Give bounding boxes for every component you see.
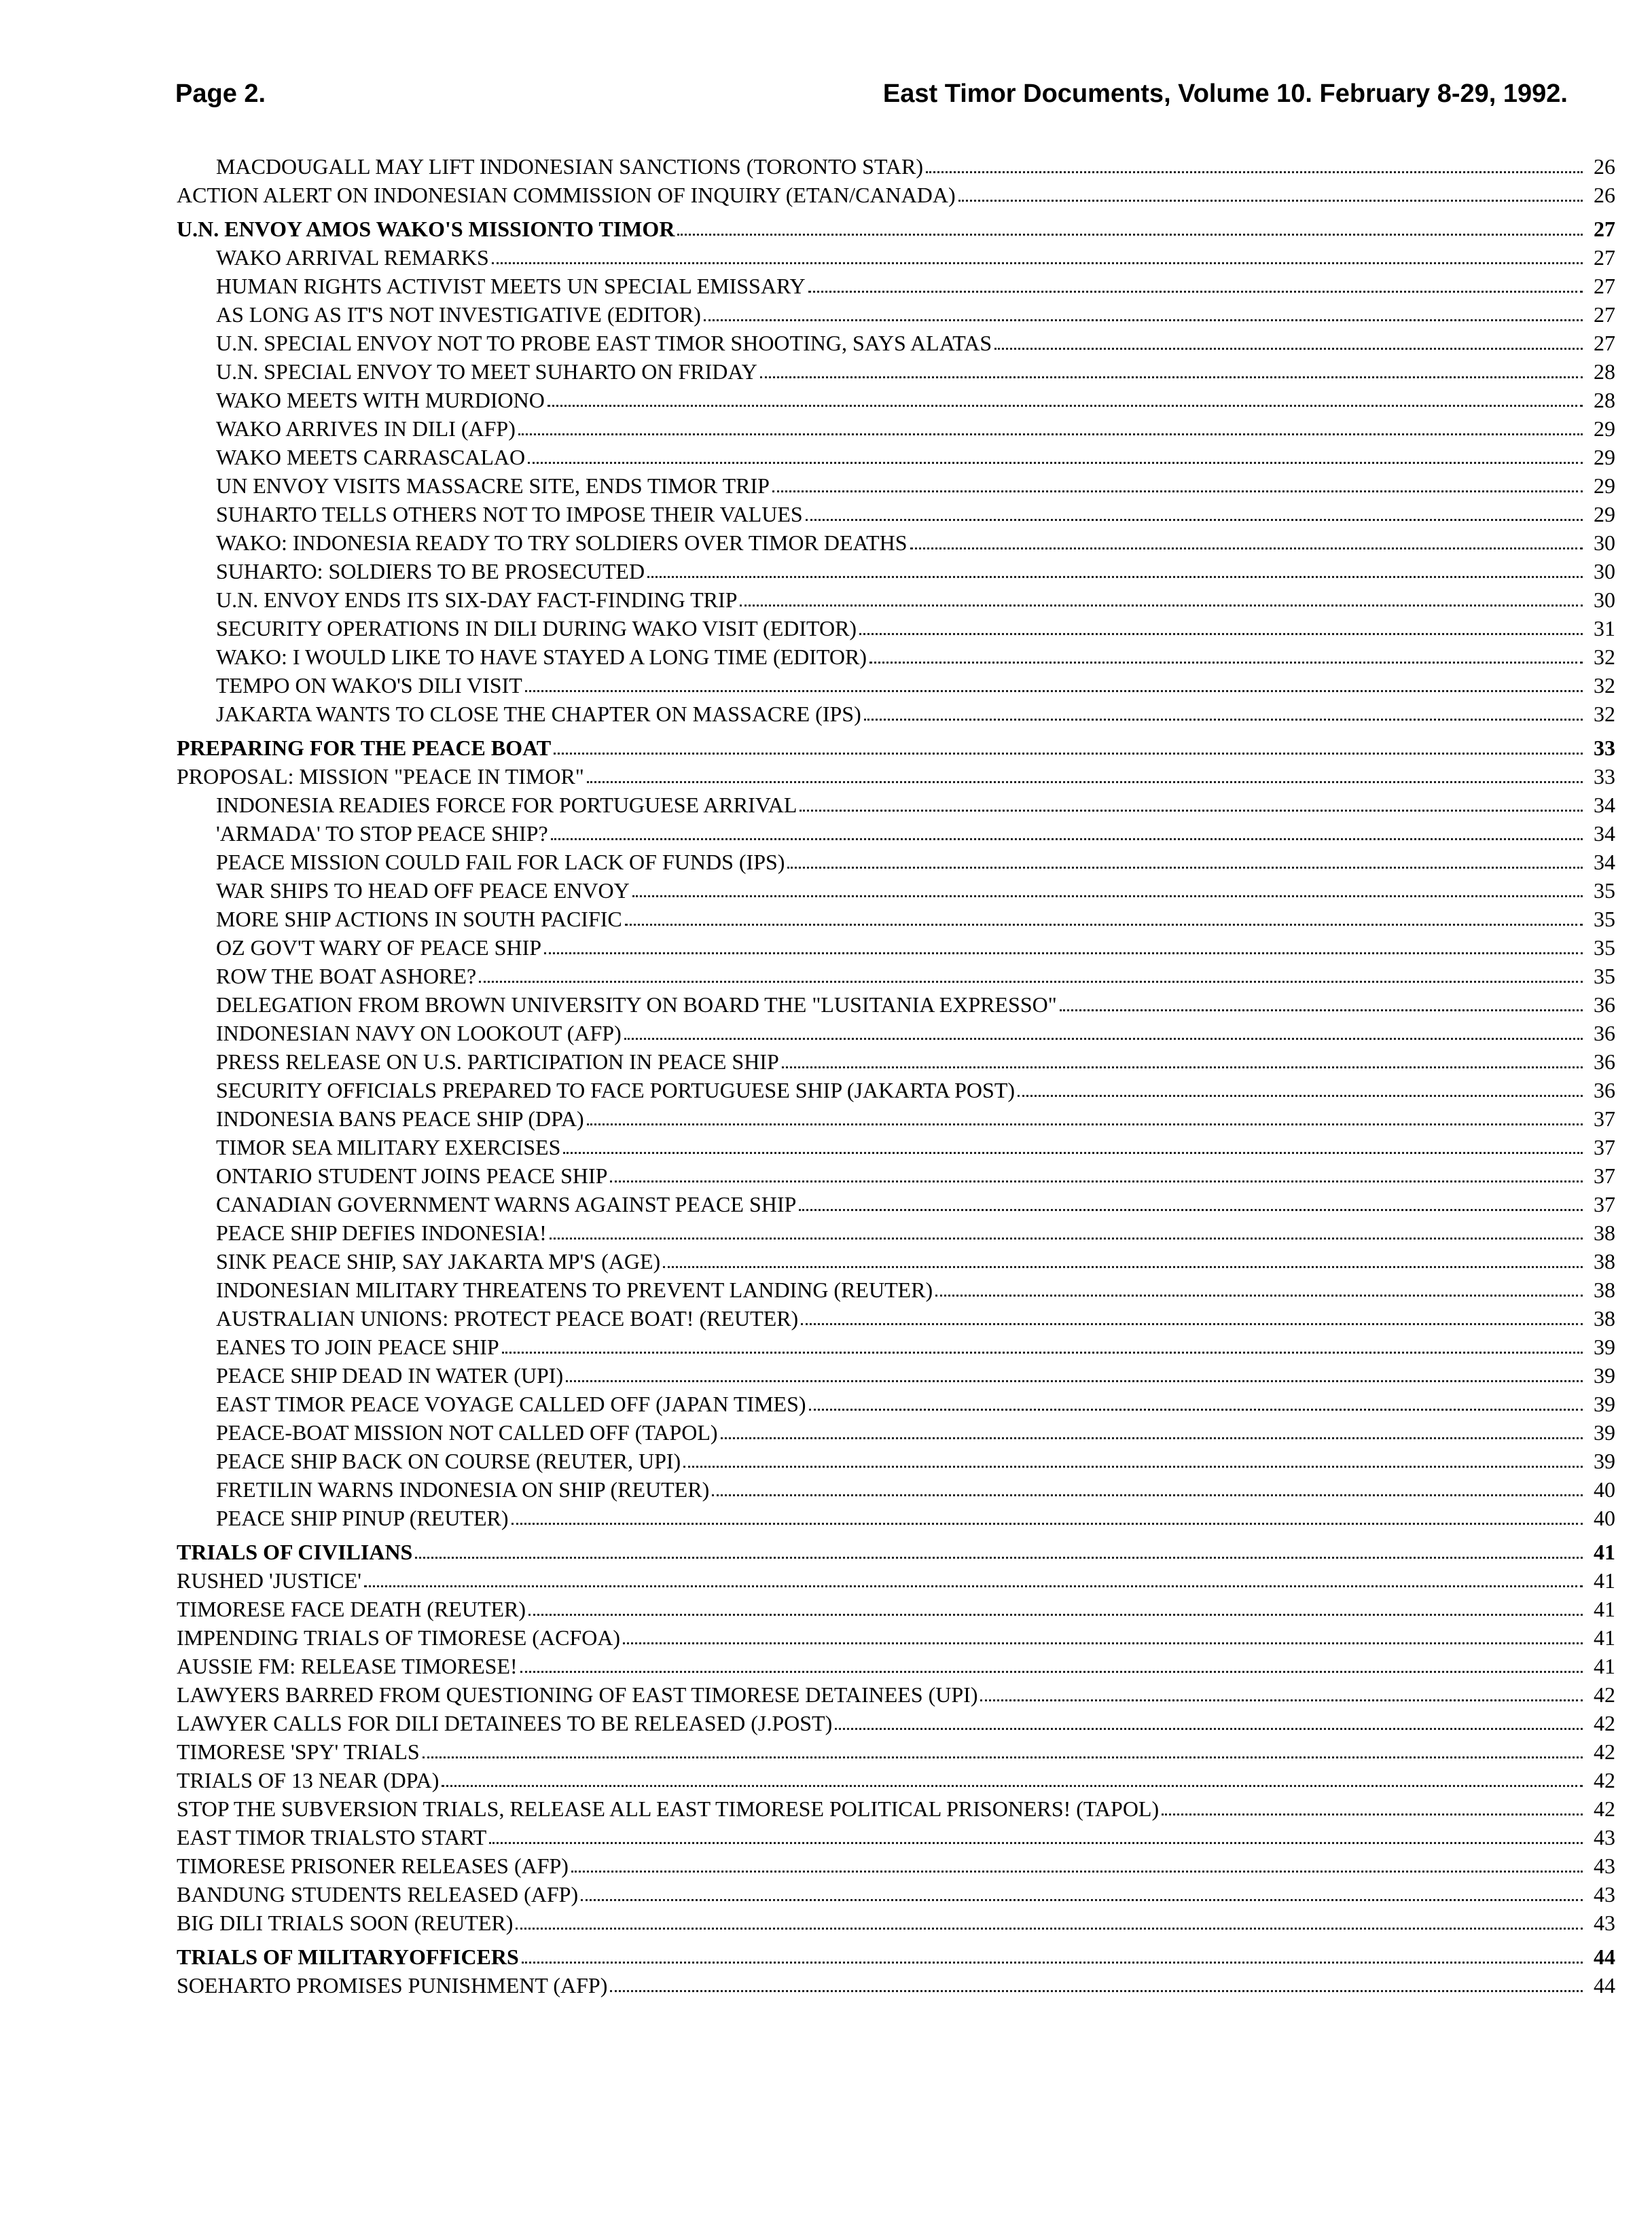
toc-entry-title: WAKO: INDONESIA READY TO TRY SOLDIERS OVER TIMOR DEATHS [216,530,908,555]
toc-entry-title: U.N. ENVOY ENDS ITS SIX-DAY FACT-FINDING TRIP [216,588,738,612]
toc-entry-title: PROPOSAL: MISSION "PEACE IN TIMOR" [177,764,584,789]
toc-entry [177,1019,1615,1047]
document-title: East Timor Documents, Volume 10. February 8-29, 1992. [882,79,1568,108]
toc-entry-title: SECURITY OPERATIONS IN DILI DURING WAKO VISIT (EDITOR) [216,616,857,640]
toc-entry [177,471,1615,500]
toc-entry-title: TRIALS OF MILITARYOFFICERS [177,1945,519,1969]
toc-entry [177,272,1615,300]
toc-page-number: 42 [1594,1682,1615,1707]
toc-page-number: 27 [1594,217,1615,241]
toc-entry [177,1504,1615,1532]
toc-page-number: 38 [1594,1221,1615,1245]
toc-entry [177,181,1615,209]
dot-leader [721,1437,1583,1439]
toc-section-heading [177,1538,1615,1566]
toc-page-number: 29 [1594,416,1615,441]
dot-leader [520,1671,1583,1673]
dot-leader [518,433,1583,435]
dot-leader [994,348,1583,350]
dot-leader [563,1152,1583,1154]
toc-entry [177,876,1615,905]
toc-entry [177,933,1615,962]
toc-entry [177,1595,1615,1623]
dot-leader [554,753,1583,755]
dot-leader [864,719,1583,721]
toc-page-number: 39 [1594,1449,1615,1473]
dot-leader [910,547,1583,549]
toc-page-number: 43 [1594,1882,1615,1907]
toc-entry [177,962,1615,990]
toc-section-heading [177,1943,1615,1971]
toc-entry [177,643,1615,671]
toc-entry [177,1076,1615,1104]
dot-leader [799,1209,1583,1211]
toc-entry-title: PEACE MISSION COULD FAIL FOR LACK OF FUNDS (IPS) [216,850,785,874]
toc-entry-title: ROW THE BOAT ASHORE? [216,964,477,988]
toc-page-number: 39 [1594,1363,1615,1388]
dot-leader [587,781,1583,783]
dot-leader [677,234,1583,236]
toc-entry-title: TRIALS OF 13 NEAR (DPA) [177,1768,439,1792]
toc-page-number: 35 [1594,935,1615,960]
toc-page-number: 28 [1594,388,1615,412]
toc-entry-title: INDONESIAN NAVY ON LOOKOUT (AFP) [216,1021,622,1045]
toc-entry [177,791,1615,819]
toc-entry-title: WAKO: I WOULD LIKE TO HAVE STAYED A LONG TIME (EDITOR) [216,645,867,669]
page-header [175,75,1568,113]
toc-entry-title: SUHARTO: SOLDIERS TO BE PROSECUTED [216,559,645,583]
dot-leader [547,405,1583,407]
dot-leader [632,895,1583,897]
toc-entry [177,700,1615,728]
toc-entry [177,1823,1615,1852]
toc-entry [177,1333,1615,1361]
toc-entry-title: MORE SHIP ACTIONS IN SOUTH PACIFIC [216,907,622,931]
toc-page-number: 38 [1594,1278,1615,1302]
dot-leader [624,1038,1583,1040]
toc-entry [177,585,1615,614]
dot-leader [423,1756,1583,1758]
toc-entry-title: IMPENDING TRIALS OF TIMORESE (ACFOA) [177,1625,621,1650]
toc-entry [177,329,1615,357]
toc-entry-title: INDONESIA BANS PEACE SHIP (DPA) [216,1106,584,1131]
toc-page-number: 41 [1594,1540,1615,1564]
toc-entry-title: WAKO ARRIVAL REMARKS [216,245,489,270]
toc-entry-title: FRETILIN WARNS INDONESIA ON SHIP (REUTER) [216,1477,710,1502]
dot-leader [528,1614,1583,1616]
toc-entry-title: DELEGATION FROM BROWN UNIVERSITY ON BOARD THE "LUSITANIA EXPRESSO" [216,992,1057,1017]
toc-entry-title: EAST TIMOR TRIALSTO START [177,1825,487,1849]
toc-entry [177,1361,1615,1390]
toc-entry-title: EANES TO JOIN PEACE SHIP [216,1335,499,1359]
toc-page-number: 44 [1594,1945,1615,1969]
toc-entry [177,557,1615,585]
toc-entry-title: PEACE SHIP BACK ON COURSE (REUTER, UPI) [216,1449,681,1473]
toc-page-number: 42 [1594,1739,1615,1764]
toc-page-number: 41 [1594,1654,1615,1678]
toc-entry-title: UN ENVOY VISITS MASSACRE SITE, ENDS TIMOR TRIP [216,473,770,498]
toc-page-number: 35 [1594,907,1615,931]
dot-leader [479,981,1583,983]
toc-entry-title: CANADIAN GOVERNMENT WARNS AGAINST PEACE SHIP [216,1192,797,1216]
toc-page-number: 41 [1594,1625,1615,1650]
toc-page-number: 39 [1594,1420,1615,1445]
toc-page-number: 27 [1594,302,1615,327]
dot-leader [442,1785,1583,1787]
dot-leader [581,1899,1583,1901]
dot-leader [544,952,1583,954]
dot-leader [740,604,1583,607]
toc-entry-title: SOEHARTO PROMISES PUNISHMENT (AFP) [177,1973,608,1998]
dot-leader [869,662,1583,664]
toc-page-number: 36 [1594,1049,1615,1074]
dot-leader [525,690,1583,692]
toc-page-number: 42 [1594,1796,1615,1821]
toc-section-heading [177,734,1615,762]
dot-leader [663,1266,1583,1268]
toc-page-number: 37 [1594,1106,1615,1131]
toc-entry-title: TRIALS OF CIVILIANS [177,1540,413,1564]
toc-page-number: 30 [1594,530,1615,555]
toc-entry-title: PEACE SHIP DEFIES INDONESIA! [216,1221,547,1245]
toc-entry [177,1104,1615,1133]
toc-entry-title: INDONESIA READIES FORCE FOR PORTUGUESE ARRIVAL [216,793,797,817]
toc-entry-title: WAKO MEETS CARRASCALAO [216,445,526,469]
toc-entry-title: U.N. SPECIAL ENVOY TO MEET SUHARTO ON FRIDAY [216,359,757,384]
toc-entry [177,500,1615,528]
toc-page-number: 27 [1594,331,1615,355]
dot-leader [806,519,1583,521]
toc-entry [177,1133,1615,1161]
dot-leader [625,924,1583,926]
dot-leader [522,1962,1583,1964]
toc-entry-title: ONTARIO STUDENT JOINS PEACE SHIP [216,1163,608,1188]
toc-entry [177,990,1615,1019]
toc-entry [177,1794,1615,1823]
toc-page-number: 38 [1594,1306,1615,1331]
table-of-contents [177,152,1615,2000]
dot-leader [787,867,1583,869]
dot-leader [550,1238,1583,1240]
toc-entry-title: WAKO ARRIVES IN DILI (AFP) [216,416,516,441]
dot-leader [760,376,1583,378]
toc-page-number: 44 [1594,1973,1615,1998]
toc-entry-title: TIMORESE 'SPY' TRIALS [177,1739,420,1764]
toc-page-number: 41 [1594,1568,1615,1593]
toc-entry [177,905,1615,933]
toc-entry [177,1047,1615,1076]
toc-entry-title: PRESS RELEASE ON U.S. PARTICIPATION IN PEACE SHIP [216,1049,779,1074]
toc-entry-title: WAKO MEETS WITH MURDIONO [216,388,545,412]
dot-leader [926,171,1583,173]
toc-page-number: 41 [1594,1597,1615,1621]
toc-page-number: 34 [1594,850,1615,874]
dot-leader [587,1123,1583,1125]
dot-leader [502,1352,1583,1354]
toc-page-number: 26 [1594,154,1615,179]
toc-entry-title: SINK PEACE SHIP, SAY JAKARTA MP'S (AGE) [216,1249,661,1274]
dot-leader [566,1380,1583,1382]
dot-leader [800,810,1583,812]
toc-page-number: 29 [1594,502,1615,526]
dot-leader [415,1557,1583,1559]
dot-leader [980,1699,1583,1701]
toc-page-number: 37 [1594,1192,1615,1216]
toc-entry-title: HUMAN RIGHTS ACTIVIST MEETS UN SPECIAL EMISSARY [216,274,806,298]
toc-entry-title: PEACE SHIP DEAD IN WATER (UPI) [216,1363,564,1388]
dot-leader [683,1466,1583,1468]
dot-leader [801,1323,1583,1325]
toc-page-number: 40 [1594,1506,1615,1530]
toc-entry-title: LAWYERS BARRED FROM QUESTIONING OF EAST TIMORESE DETAINEES (UPI) [177,1682,978,1707]
toc-entry-title: U.N. SPECIAL ENVOY NOT TO PROBE EAST TIMOR SHOOTING, SAYS ALATAS [216,331,992,355]
toc-entry-title: LAWYER CALLS FOR DILI DETAINEES TO BE RELEASED (J.POST) [177,1711,833,1735]
dot-leader [528,462,1583,464]
toc-page-number: 40 [1594,1477,1615,1502]
toc-entry [177,1276,1615,1304]
toc-page-number: 26 [1594,183,1615,207]
toc-page-number: 37 [1594,1163,1615,1188]
dot-leader [782,1066,1583,1068]
toc-entry [177,386,1615,414]
toc-entry [177,762,1615,791]
toc-page-number: 28 [1594,359,1615,384]
toc-entry-title: 'ARMADA' TO STOP PEACE SHIP? [216,821,548,846]
toc-entry [177,1880,1615,1909]
dot-leader [489,1842,1583,1844]
toc-entry [177,1971,1615,2000]
toc-page-number: 33 [1594,736,1615,760]
toc-entry-title: SECURITY OFFICIALS PREPARED TO FACE PORTUGUESE SHIP (JAKARTA POST) [216,1078,1016,1102]
toc-entry [177,1709,1615,1737]
toc-entry [177,1161,1615,1190]
toc-entry [177,1218,1615,1247]
toc-page-number: 31 [1594,616,1615,640]
toc-page-number: 39 [1594,1392,1615,1416]
toc-entry-title: AS LONG AS IT'S NOT INVESTIGATIVE (EDITOR) [216,302,701,327]
toc-page-number: 30 [1594,588,1615,612]
toc-entry [177,614,1615,643]
toc-page-number: 34 [1594,821,1615,846]
dot-leader [935,1295,1583,1297]
toc-page-number: 42 [1594,1711,1615,1735]
toc-entry [177,1247,1615,1276]
toc-entry-title: AUSTRALIAN UNIONS: PROTECT PEACE BOAT! (REUTER) [216,1306,799,1331]
toc-entry [177,1447,1615,1475]
toc-page-number: 38 [1594,1249,1615,1274]
toc-page-number: 27 [1594,274,1615,298]
toc-entry [177,152,1615,181]
toc-entry [177,1390,1615,1418]
toc-entry [177,243,1615,272]
toc-entry [177,1737,1615,1766]
dot-leader [772,490,1583,492]
toc-entry [177,443,1615,471]
toc-entry-title: TIMORESE PRISONER RELEASES (AFP) [177,1854,569,1878]
toc-entry-title: RUSHED 'JUSTICE' [177,1568,361,1593]
toc-entry-title: BIG DILI TRIALS SOON (REUTER) [177,1911,514,1935]
toc-page-number: 35 [1594,878,1615,903]
toc-page-number: 36 [1594,1021,1615,1045]
toc-entry-title: AUSSIE FM: RELEASE TIMORESE! [177,1654,518,1678]
dot-leader [492,262,1583,264]
toc-entry [177,300,1615,329]
dot-leader [364,1585,1583,1587]
dot-leader [808,291,1583,293]
toc-entry [177,1623,1615,1652]
toc-entry-title: PEACE SHIP PINUP (REUTER) [216,1506,509,1530]
toc-page-number: 39 [1594,1335,1615,1359]
toc-entry-title: U.N. ENVOY AMOS WAKO'S MISSIONTO TIMOR [177,217,675,241]
toc-entry-title: BANDUNG STUDENTS RELEASED (AFP) [177,1882,579,1907]
toc-entry-title: SUHARTO TELLS OTHERS NOT TO IMPOSE THEIR VALUES [216,502,803,526]
toc-page-number: 30 [1594,559,1615,583]
toc-page-number: 37 [1594,1135,1615,1159]
toc-entry [177,1766,1615,1794]
toc-page-number: 42 [1594,1768,1615,1792]
toc-entry-title: TIMORESE FACE DEATH (REUTER) [177,1597,526,1621]
toc-entry-title: INDONESIAN MILITARY THREATENS TO PREVENT LANDING (REUTER) [216,1278,933,1302]
toc-entry-title: EAST TIMOR PEACE VOYAGE CALLED OFF (JAPAN TIMES) [216,1392,806,1416]
toc-page-number: 29 [1594,473,1615,498]
toc-entry [177,414,1615,443]
toc-entry [177,357,1615,386]
toc-entry [177,848,1615,876]
dot-leader [704,319,1583,321]
toc-entry-title: OZ GOV'T WARY OF PEACE SHIP [216,935,542,960]
dot-leader [610,1990,1583,1992]
toc-entry [177,1909,1615,1937]
dot-leader [647,576,1583,578]
toc-page-number: 32 [1594,645,1615,669]
toc-entry [177,671,1615,700]
toc-entry [177,1680,1615,1709]
dot-leader [1162,1813,1583,1816]
toc-entry-title: PREPARING FOR THE PEACE BOAT [177,736,552,760]
dot-leader [958,200,1583,202]
toc-entry-title: PEACE-BOAT MISSION NOT CALLED OFF (TAPOL) [216,1420,718,1445]
toc-page-number: 29 [1594,445,1615,469]
toc-entry-title: STOP THE SUBVERSION TRIALS, RELEASE ALL EAST TIMORESE POLITICAL PRISONERS! (TAPOL) [177,1796,1160,1821]
page-number: Page 2. [175,79,266,108]
toc-page-number: 43 [1594,1825,1615,1849]
toc-entry [177,1304,1615,1333]
toc-page-number: 27 [1594,245,1615,270]
toc-entry-title: MACDOUGALL MAY LIFT INDONESIAN SANCTIONS (TORONTO STAR) [216,154,924,179]
toc-entry [177,1852,1615,1880]
toc-entry [177,1652,1615,1680]
dot-leader [516,1928,1583,1930]
toc-page-number: 32 [1594,673,1615,698]
toc-entry-title: WAR SHIPS TO HEAD OFF PEACE ENVOY [216,878,630,903]
toc-entry-title: TIMOR SEA MILITARY EXERCISES [216,1135,561,1159]
dot-leader [571,1871,1583,1873]
toc-entry [177,1566,1615,1595]
dot-leader [610,1180,1583,1182]
dot-leader [623,1642,1583,1644]
toc-page-number: 36 [1594,1078,1615,1102]
toc-entry [177,528,1615,557]
toc-entry-title: ACTION ALERT ON INDONESIAN COMMISSION OF INQUIRY (ETAN/CANADA) [177,183,956,207]
toc-page-number: 34 [1594,793,1615,817]
dot-leader [1060,1009,1583,1011]
toc-section-heading [177,215,1615,243]
toc-page-number: 43 [1594,1854,1615,1878]
toc-page-number: 32 [1594,702,1615,726]
toc-entry [177,1475,1615,1504]
dot-leader [511,1523,1583,1525]
dot-leader [809,1409,1583,1411]
toc-entry [177,1418,1615,1447]
dot-leader [551,838,1583,840]
toc-page-number: 35 [1594,964,1615,988]
toc-entry [177,819,1615,848]
dot-leader [712,1494,1583,1496]
dot-leader [1018,1095,1583,1097]
dot-leader [835,1728,1583,1730]
toc-page-number: 36 [1594,992,1615,1017]
toc-entry [177,1190,1615,1218]
toc-page-number: 33 [1594,764,1615,789]
toc-page-number: 43 [1594,1911,1615,1935]
toc-entry-title: JAKARTA WANTS TO CLOSE THE CHAPTER ON MASSACRE (IPS) [216,702,861,726]
toc-entry-title: TEMPO ON WAKO'S DILI VISIT [216,673,522,698]
dot-leader [859,633,1583,635]
